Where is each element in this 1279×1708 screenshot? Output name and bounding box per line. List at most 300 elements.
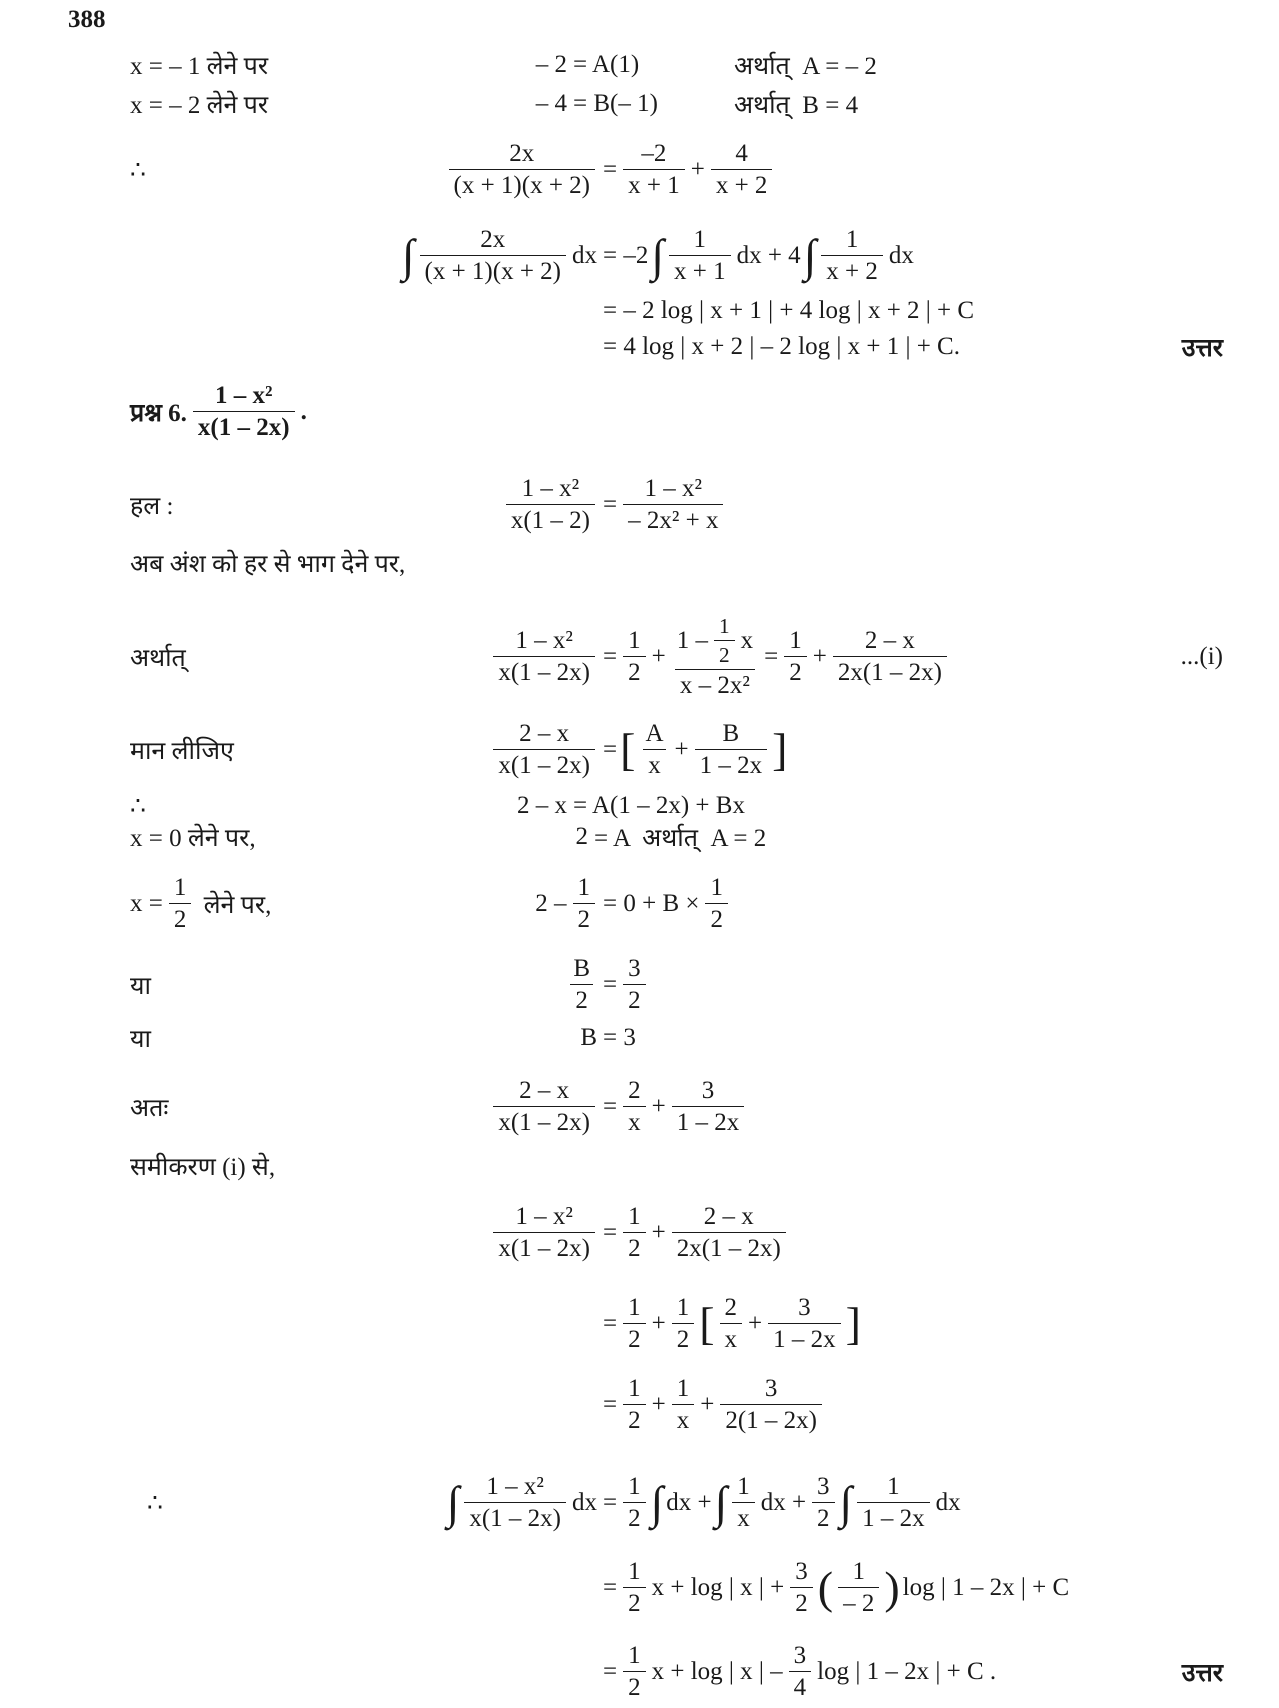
math-text: + [651,1310,666,1337]
denominator [711,169,773,200]
integral-sign: ∫ [839,1477,853,1528]
left-hand-side [564,955,599,1015]
denominator [493,749,595,780]
fraction [623,1473,646,1533]
math-text: x + log | x | + [651,1574,785,1601]
fraction [672,1294,695,1354]
math-text: –2 [641,140,667,167]
integral-sign: ∫ [401,230,415,281]
fraction [672,614,758,700]
math-text: – 4 [535,90,567,117]
fraction [623,1375,646,1435]
left-hand-side [502,475,599,535]
denominator [193,411,295,442]
fraction [193,382,295,442]
numerator [623,1077,646,1106]
math-text: x(1 – 2x) [498,752,590,779]
math-text: x + 1 [628,172,680,199]
math-text: x = [130,890,163,917]
math-text: B [580,1024,597,1051]
denominator [493,1106,595,1137]
fraction [573,874,596,934]
denominator [623,504,723,535]
integral-sign: ∫ [446,1477,460,1528]
math-text: 2 – [535,890,567,917]
right-hand-side [601,1024,638,1052]
denominator [420,255,567,286]
fraction [833,627,947,687]
row-note [732,87,860,121]
bracket: ( [817,1562,834,1613]
math-text: 2 [628,987,641,1014]
math-text: 1 [628,1375,641,1402]
numerator [672,614,758,669]
math-text: x + log | x | – [651,1658,783,1685]
row-label [128,48,270,82]
math-text: x = – 1 लेने पर [130,53,269,80]
math-text: 1 – x² [515,1203,573,1230]
math-text: 2 [817,1505,830,1532]
numerator [568,955,595,984]
denominator [720,1323,743,1354]
fraction [790,1558,813,1618]
math-text: 1 [789,627,802,654]
math-text: = [603,643,618,670]
right-hand-side [601,955,650,1015]
math-text: 2 [710,906,723,933]
math-text: प्रश्न 6. [130,400,187,427]
numerator [210,382,278,411]
denominator [833,656,947,687]
right-hand-side [601,297,976,325]
math-text: = – 2 log | x + 1 | + 4 log | x + 2 | + C [603,297,975,324]
math-text: x – 2x² [679,672,750,699]
bracket: ) [884,1562,900,1613]
math-text: 2 [795,1590,808,1617]
page-number: 388 [68,6,106,33]
equation-number: ...(i) [1180,643,1223,670]
math-text: 2 [724,1294,738,1321]
denominator [812,1502,835,1533]
math-text: + [651,643,666,670]
fraction [623,1294,646,1354]
numerator [689,226,712,255]
numerator [812,1473,835,1502]
row-label [128,733,236,767]
left-hand-side [574,823,591,851]
math-text: 3 [798,1294,811,1321]
fraction [720,1294,743,1354]
left-hand-side [445,140,600,200]
math-text: अर्थात् [130,645,186,672]
fraction [669,226,731,286]
math-text: = 0 + B × [603,890,700,917]
fraction [623,1077,646,1137]
row-label [128,155,148,185]
left-hand-side [515,792,569,820]
math-text: B [722,720,740,747]
row-label [128,640,188,674]
fraction [169,874,192,934]
math-text: x = – 2 लेने पर [130,92,269,119]
math-text: x(1 – 2x) [197,414,290,441]
math-text: हल : [130,493,174,520]
math-text: = A(1) [573,51,640,78]
math-text: 1 [737,1473,750,1500]
math-text: = [603,1310,618,1337]
row-label [128,546,407,580]
math-text: 2 [628,1674,641,1701]
integral-sign: ∫ [714,1477,728,1528]
fraction [720,1375,822,1435]
numerator [514,1077,574,1106]
fraction [623,627,646,687]
right-hand-side [601,1375,826,1435]
numerator [475,226,510,255]
fraction [768,1294,841,1354]
fraction [672,1203,786,1263]
math-text: – 2 [535,51,567,78]
integral-sign: ∫ [650,1477,664,1528]
math-text: 3 [795,1558,808,1585]
math-text: + [651,1093,666,1120]
fraction [672,1077,745,1137]
math-text: 1 [628,1294,641,1321]
denominator [675,669,755,700]
left-hand-side [446,1473,599,1533]
fraction [493,1077,595,1137]
numerator [672,1375,695,1404]
math-text: 1 – x² [486,1473,544,1500]
math-text: dx + [760,1489,807,1516]
fraction [506,475,595,535]
fraction [623,955,646,1015]
math-text: 2 [575,987,588,1014]
denominator [623,1106,646,1137]
math-text: 2 – x [519,1077,570,1104]
math-text: 1 – 2x [862,1505,925,1532]
denominator [570,984,593,1015]
math-text: 1 – 2x [773,1326,836,1353]
fraction [420,226,567,286]
math-text: 2 [718,643,730,667]
math-text: ∴ [130,793,146,820]
fraction [812,1473,835,1533]
denominator [789,1671,812,1702]
math-text: 1 – x² [644,475,703,502]
integral-sign: ∫ [803,230,817,281]
math-text: x(1 – 2x) [498,1235,590,1262]
math-text: x [628,1109,641,1136]
right-hand-side [592,820,768,854]
math-text: = –2 [603,242,649,269]
math-text: = 3 [603,1024,636,1051]
denominator [720,1404,822,1435]
fraction [695,720,768,780]
numerator [714,614,735,640]
math-text: 2 – x [517,792,567,819]
math-text: x + 2 [715,172,768,199]
math-text: ∴ [147,1490,163,1517]
math-text: समीकरण (i) से, [130,1154,276,1181]
math-text: = [603,1658,618,1685]
right-hand-side [601,720,788,780]
denominator [838,1587,879,1618]
math-text: (x + 1)(x + 2) [453,172,590,199]
numerator [514,720,574,749]
math-text: 3 [764,1375,778,1402]
math-text: = A(1 – 2x) + Bx [573,792,745,819]
denominator [169,903,192,934]
numerator [790,1558,813,1587]
math-text: 4 [735,140,748,167]
math-text: 2 [173,906,187,933]
left-hand-side [534,51,569,79]
math-text: 1 [628,1558,641,1585]
math-text: = [603,971,618,998]
math-text: = [764,643,779,670]
math-text: = [603,1093,618,1120]
row-label [128,382,309,442]
math-text: 2 [628,1326,641,1353]
left-hand-side [534,90,569,118]
numerator [623,1375,646,1404]
fraction [857,1473,930,1533]
row-label [128,1021,153,1055]
row-tag [1182,1655,1223,1689]
math-text: 4 [793,1674,807,1701]
left-hand-side [489,1203,599,1263]
math-text: 1 – x² [515,627,573,654]
row-label [128,1149,277,1183]
right-hand-side [601,1473,963,1533]
math-text: + [812,643,827,670]
math-text: = [603,156,618,183]
fraction [714,614,735,668]
math-text: 1 [628,1203,641,1230]
denominator [857,1502,930,1533]
fraction [784,627,807,687]
denominator [672,1323,695,1354]
right-hand-side [601,475,727,535]
fraction [838,1558,879,1618]
math-text: . [300,398,307,425]
math-text: या [130,973,151,1000]
math-text: 2 [628,1077,641,1104]
left-hand-side [578,1024,599,1052]
math-text: 1 – x² [214,382,273,409]
math-text: अतः [130,1095,169,1122]
fraction [493,720,595,780]
math-text: x + 1 [673,258,726,285]
numerator [705,874,728,903]
denominator [623,656,646,687]
math-text: 2 [575,823,588,850]
numerator [784,627,807,656]
numerator [672,1294,695,1323]
bracket: ] [772,724,788,775]
fraction [705,874,728,934]
fraction [789,1642,812,1702]
math-text: या [130,1026,151,1053]
math-text: 2x [480,226,506,253]
math-text: ∴ [130,157,146,184]
integral-sign: ∫ [651,230,664,281]
math-text: 1 [845,226,859,253]
math-text: (x + 1)(x + 2) [424,258,561,285]
math-text: अर्थात् B = 4 [734,92,859,119]
math-text: x(1 – 2) [510,507,590,534]
fraction [623,475,723,535]
row-label [128,820,258,854]
numerator [510,1203,578,1232]
right-hand-side [601,333,962,361]
denominator [623,984,646,1015]
math-text: B [573,955,590,982]
math-text: = 4 log | x + 2 | – 2 log | x + 1 | + C. [603,333,960,360]
numerator [841,226,864,255]
left-hand-side [489,720,599,780]
math-text: अर्थात् A = – 2 [734,53,877,80]
row-label [128,874,273,934]
row-label [128,1090,170,1124]
denominator [768,1323,841,1354]
math-text: = [603,736,618,763]
math-text: 1 [676,1294,690,1321]
denominator [732,1502,755,1533]
numerator [573,874,596,903]
right-hand-side [601,1294,862,1354]
denominator [672,1106,745,1137]
math-text: 2 – x [703,1203,754,1230]
math-text: 3 [817,1473,830,1500]
fraction [623,1558,646,1618]
fraction [568,955,595,1015]
math-text: 2x(1 – 2x) [676,1235,781,1262]
numerator [847,1558,870,1587]
denominator [623,1232,646,1263]
numerator [732,1473,755,1502]
math-text: A [645,720,664,747]
numerator [699,1203,759,1232]
math-text: = [603,1219,618,1246]
denominator [506,504,595,535]
numerator [623,1642,646,1671]
math-text: 2x(1 – 2x) [837,659,942,686]
math-text: x [740,627,754,654]
fraction [821,226,883,286]
right-hand-side [601,1077,748,1137]
row-label [145,1488,165,1518]
numerator [623,627,646,656]
fraction [711,140,773,200]
numerator [504,140,539,169]
fraction [732,1473,755,1533]
denominator [695,749,768,780]
math-text: = A अर्थात् A = 2 [594,825,767,852]
denominator [464,1502,566,1533]
math-text: + [690,156,705,183]
fraction [623,140,685,200]
fraction [464,1473,566,1533]
right-hand-side [601,1558,1071,1618]
numerator [793,1294,816,1323]
denominator [672,1232,786,1263]
math-text: dx [935,1489,961,1516]
math-text: 2 – x [864,627,915,654]
math-text: 2 [577,906,590,933]
numerator [640,475,708,504]
bracket: [ [699,1298,715,1349]
right-hand-side [601,614,951,700]
math-text: = B(– 1) [573,90,658,117]
answer-label: उत्तर [1181,1660,1223,1687]
left-hand-side [489,1077,599,1137]
bracket: ] [845,1298,861,1349]
right-hand-side [571,51,641,79]
math-text: 2 [628,1505,641,1532]
math-text: x [648,752,661,779]
math-text: = [603,1391,618,1418]
math-text: 2 [628,1235,641,1262]
right-hand-side [601,874,732,934]
numerator [730,140,753,169]
math-text: dx + [666,1489,712,1516]
left-hand-side [533,874,599,934]
math-text: 2(1 – 2x) [725,1407,817,1434]
denominator [821,255,883,286]
numerator [720,1294,743,1323]
fraction [623,1203,646,1263]
math-text: 2 [676,1326,690,1353]
math-text: 1 [887,1473,900,1500]
math-text: 2 [628,1590,641,1617]
numerator [882,1473,905,1502]
fraction [493,1203,595,1263]
math-text: 1 [173,874,187,901]
math-text: + [651,1391,666,1418]
denominator [714,640,735,668]
right-hand-side [601,1203,790,1263]
math-text: 1 [577,874,590,901]
fraction [640,720,668,780]
numerator [481,1473,549,1502]
denominator [623,1323,646,1354]
math-text: 1 – x² [521,475,580,502]
numerator [510,627,578,656]
numerator [623,1294,646,1323]
row-label [128,791,148,821]
math-text: x + 2 [826,258,878,285]
row-note [732,48,879,82]
math-text: – 2 [843,1590,875,1617]
math-text: x(1 – 2x) [498,659,590,686]
denominator [705,903,728,934]
math-text: 1 – 2x [676,1109,740,1136]
fraction [623,1642,646,1702]
answer-label: उत्तर [1181,335,1223,362]
math-text: = [603,1489,618,1516]
math-text: dx [572,242,597,269]
math-text: dx [572,1489,597,1516]
math-text: 1 [693,226,707,253]
row-label [128,968,153,1002]
math-text: dx [888,242,914,269]
math-text: 1 [628,627,641,654]
math-text: + [651,1219,666,1246]
math-text: अब अंश को हर से भाग देने पर, [130,551,406,578]
denominator [449,169,596,200]
